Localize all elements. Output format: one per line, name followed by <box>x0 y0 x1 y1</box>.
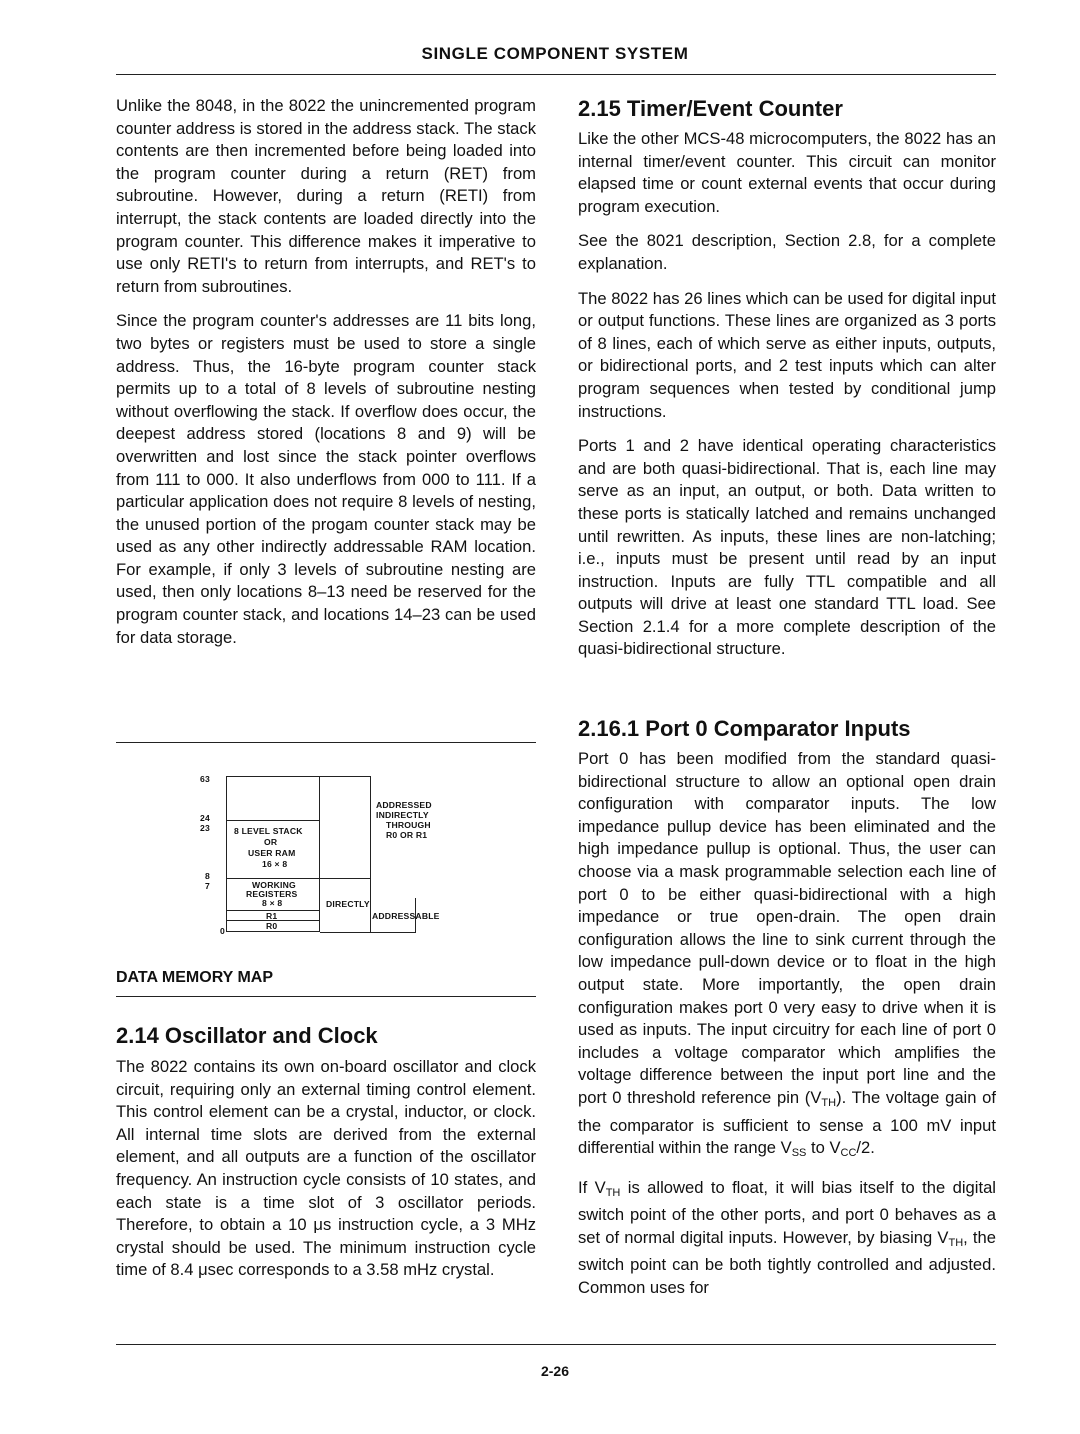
stack-label: 16 × 8 <box>262 859 288 869</box>
subscript: TH <box>605 1186 621 1199</box>
page-header: SINGLE COMPONENT SYSTEM <box>421 44 689 63</box>
stack-label: USER RAM <box>248 848 296 858</box>
indirect-label: ADDRESSED <box>376 800 432 810</box>
text-run: to V <box>806 1138 841 1158</box>
header-rule <box>116 74 996 75</box>
address-label: 7 <box>205 881 210 891</box>
indirect-label: INDIRECTLY <box>376 810 429 820</box>
registers-label: WORKING <box>252 880 296 890</box>
register-r1-label: R1 <box>266 911 278 921</box>
text-run: ). The voltage gain of the comparator is sufficient to sense a 100 mV input differential within the range V <box>578 1087 997 1158</box>
text-run: If V <box>578 1177 606 1197</box>
bracket-line <box>320 776 370 777</box>
section-heading: 2.16.1 Port 0 Comparator Inputs <box>578 716 911 741</box>
paragraph: Unlike the 8048, in the 8022 the unincremented program counter address is stored in the address stack. The stack contents are then incremented before being loaded into the program counter during a return (RET) from subroutine. However, during a return (RETI) from interrupt, the stack contents are loaded directly into the program counter. This difference makes it imperative to use only RETI's to return from interrupts, and RET's to return from subroutines. <box>116 96 536 296</box>
register-r0-label: R0 <box>266 921 278 931</box>
left-column <box>116 95 536 661</box>
port0-text <box>578 748 996 1312</box>
stack-label: OR <box>264 837 278 847</box>
bracket-line <box>370 776 371 878</box>
divider <box>226 878 320 879</box>
paragraph <box>578 1177 996 1300</box>
text-run: , the switch point can be both tightly controlled and adjusted. Common uses for <box>578 1227 996 1298</box>
text-run: /2. <box>856 1138 875 1158</box>
address-label: 24 <box>200 813 210 823</box>
address-label: 8 <box>205 871 210 881</box>
address-label: 0 <box>220 926 225 936</box>
registers-label: 8 × 8 <box>262 898 283 908</box>
oscillator-text <box>116 1056 536 1294</box>
text-run: Port 0 has been modified from the standard quasi-bidirectional structure to allow an optional open drain configuration with comparator inputs. The low impedance pullup device has been eliminated and the high impedance pullup is optional. Thus, the user can choose via a mask programmable selection each line of port 0 to be either quasi-bidirectional with a high impedance or true open-drain. The open drain configuration allows the line to sink current through the low impedance pull-down device or to float in the high output state. More importantly, the open drain configuration makes port 0 very easy to drive when it is used as inputs. The input circuitry for each line of port 0 includes a voltage comparator which amplifies the voltage difference between the input port line and the port 0 threshold reference pin (V <box>578 749 996 1107</box>
data-memory-map-figure <box>200 768 460 948</box>
paragraph: The 8022 has 26 lines which can be used for digital input or output functions. These lines are organized as 3 ports of 8 lines, each of which serve as either inputs, outputs, or bidirectional ports, and 2 test inputs which can alter program sequences when tested by conditional jump instructions. <box>578 288 996 421</box>
bracket-line <box>370 878 371 933</box>
direct-label: DIRECTLY <box>326 899 370 909</box>
subscript: SS <box>791 1147 807 1160</box>
address-label: 63 <box>200 774 210 784</box>
indirect-label: THROUGH <box>386 820 431 830</box>
indirect-label: R0 OR R1 <box>386 830 428 840</box>
paragraph: Ports 1 and 2 have identical operating characteristics and are both quasi-bidirectional. That is, each line may serve as an input, an output, or both. Data written to these ports is statically latched and remains unchanged until rewritten. As inputs, these lines are non-latching; i.e., inputs must be present until read by an input instruction. Inputs are fully TTL compatible and all outputs will drive at least one standard TTL load. See Section 2.1.4 for a more complete description of the quasi-bidirectional structure. <box>578 436 996 659</box>
bracket-line <box>320 932 415 933</box>
address-label: 23 <box>200 823 210 833</box>
subscript: TH <box>948 1236 964 1249</box>
footer-rule <box>116 1344 996 1345</box>
figure-bottom-rule <box>116 996 536 997</box>
bracket-line <box>320 878 370 879</box>
section-heading: 2.14 Oscillator and Clock <box>116 1023 378 1048</box>
paragraph: See the 8021 description, Section 2.8, for a complete explanation. <box>578 231 996 273</box>
stack-label: 8 LEVEL STACK <box>234 826 303 836</box>
figure-caption: DATA MEMORY MAP <box>116 969 274 986</box>
paragraph: The 8022 contains its own on-board oscillator and clock circuit, requiring only an external timing control element. This control element can be a crystal, inductor, or clock. All internal time slots are derived from the external element, and all outputs are a function of the oscillator frequency. An instruction cycle consists of 10 states, and each state is a time slot of 3 oscillator periods. Therefore, to obtain a 10 μs instruction cycle, a 3 MHz crystal should be used. The minimum instruction cycle time of 8.4 μsec corresponds to a 3.58 mHz crystal. <box>116 1057 536 1280</box>
subscript: CC <box>840 1147 857 1160</box>
subscript: TH <box>821 1096 837 1109</box>
text-run: is allowed to float, it will bias itself to the digital switch point of the other ports, and port 0 behaves as a set of normal digital inputs. However, by biasing V <box>578 1177 996 1247</box>
figure-top-rule <box>116 742 536 743</box>
paragraph: Like the other MCS-48 microcomputers, the 8022 has an internal timer/event counter. This circuit can monitor elapsed time or count external events that occur during program execution. <box>578 129 996 216</box>
paragraph: Since the program counter's addresses are 11 bits long, two bytes or registers must be used to store a single address. Thus, the 16-byte program counter stack permits up to a total of 8 levels of subroutine nesting without overflowing the stack. If overflow does occur, the deepest address stored (locations 8 and 9) will be overwritten and lost since the stack pointer overflows from 111 to 000. It also underflows from 000 to 111. If a particular application does not require 8 levels of nesting, the unused portion of the progam counter stack may be used as any other indirectly addressable RAM location. For example, if only 3 levels of subroutine nesting are used, then only locations 8–13 need be reserved for the program counter stack, and locations 14–23 can be used for data storage. <box>116 311 536 647</box>
paragraph <box>578 748 996 1165</box>
registers-label: REGISTERS <box>246 889 298 899</box>
direct-label: ADDRESSABLE <box>372 911 440 921</box>
section-heading: 2.15 Timer/Event Counter <box>578 96 843 121</box>
page-number: 2-26 <box>540 1363 570 1379</box>
timer-text <box>578 128 996 673</box>
divider <box>226 820 320 821</box>
